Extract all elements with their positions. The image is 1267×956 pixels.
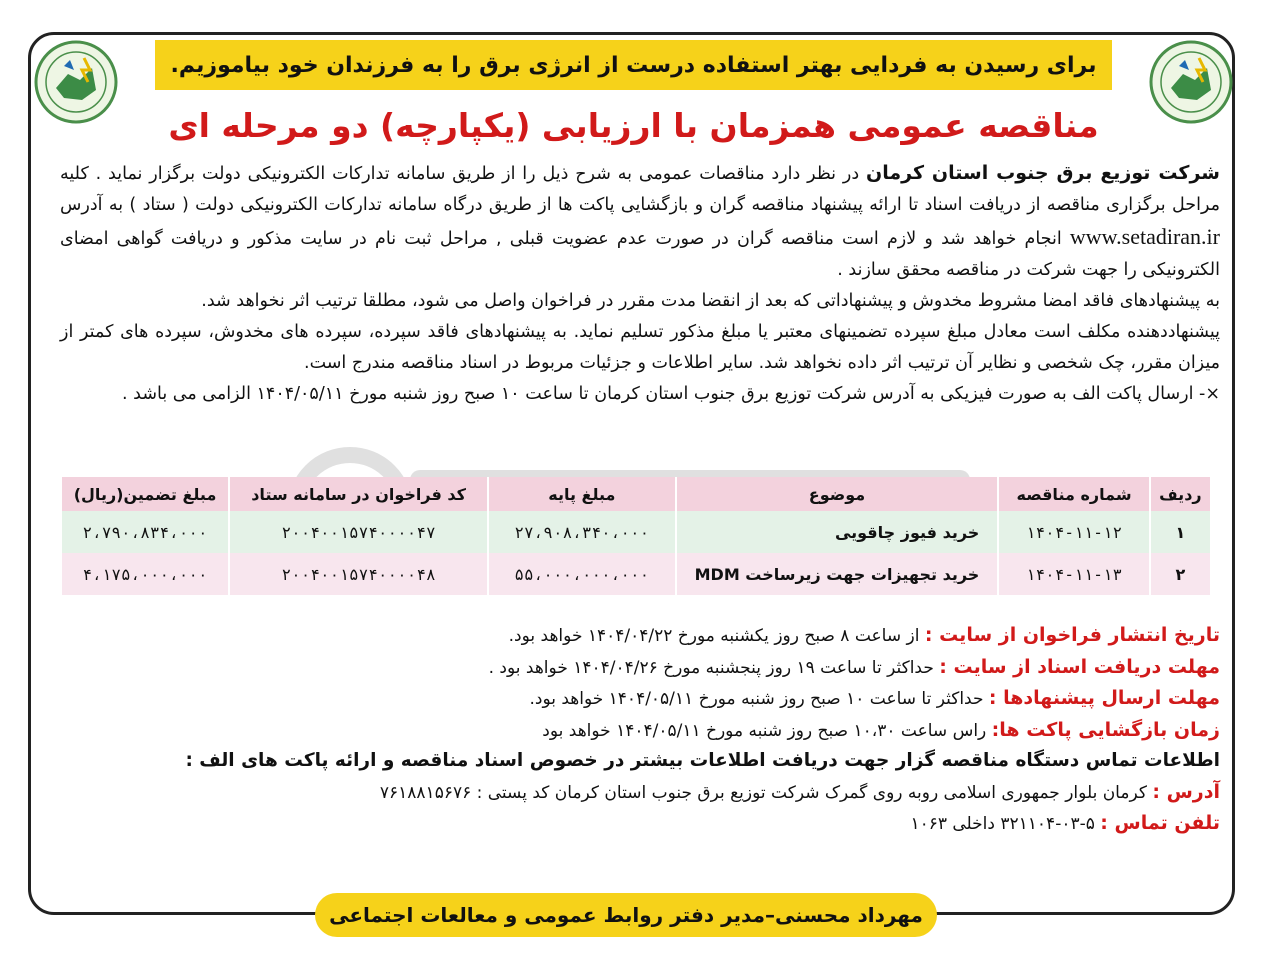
tender-table bbox=[60, 477, 1210, 595]
schedule-publish: تاریخ انتشار فراخوان از سایت : از ساعت ۸ صبح روز یکشنبه مورخ ۱۴۰۴/۰۴/۲۲ خواهد بود. bbox=[508, 624, 1220, 646]
phone-line: تلفن تماس : ۵-۰۳-۳۲۱۱۰۴ داخلی ۱۰۶۳ bbox=[910, 812, 1220, 834]
table-header-row bbox=[61, 477, 1210, 511]
company-name: شرکت توزیع برق جنوب استان کرمان bbox=[866, 162, 1220, 184]
page-title: مناقصه عمومی همزمان با ارزیابی (یکپارچه) دو مرحله ای bbox=[168, 106, 1099, 145]
intro-paragraph-1 bbox=[60, 158, 1220, 286]
row-number: ۱ bbox=[1150, 511, 1210, 553]
col-base-price-header: مبلغ پایه bbox=[488, 477, 676, 511]
schedule-doc-deadline: مهلت دریافت اسناد از سایت : حداکثر تا ساعت ۱۹ روز پنجشنبه مورخ ۱۴۰۴/۰۴/۲۶ خواهد بود . bbox=[488, 655, 1220, 678]
call-code: ۲۰۰۴۰۰۱۵۷۴۰۰۰۰۴۸ bbox=[229, 553, 488, 595]
tender-number: ۱۴۰۴-۱۱-۱۳ bbox=[998, 553, 1149, 595]
base-price: ۲۷،۹۰۸،۳۴۰،۰۰۰ bbox=[488, 511, 676, 553]
tender-number: ۱۴۰۴-۱۱-۱۲ bbox=[998, 511, 1149, 553]
table-row bbox=[61, 511, 1210, 553]
intro-paragraph-3: پیشنهاددهنده مکلف است معادل مبلغ سپرده تضمینهای معتبر یا مبلغ مذکور تسلیم نماید. به پیشنهادهای فاقد سپرده، سپرده های مخدوش، سپرده های کمتر از میزان مقرر، چک شخصی و نظایر آن ترتیب اثر داده نخواهد شد. سایر اطلاعات و جزئیات مربوط در اسناد مناقصه مندرج است. bbox=[60, 322, 1220, 373]
address-line: آدرس : کرمان بلوار جمهوری اسلامی روبه روی گمرک شرکت توزیع برق جنوب استان کرمان کد پستی : ۷۶۱۸۸۱۵۶۷۶ bbox=[379, 780, 1220, 803]
company-logo-left bbox=[34, 40, 118, 124]
schedule-bid-deadline: مهلت ارسال پیشنهادها : حداکثر تا ساعت ۱۰ صبح روز شنبه مورخ ۱۴۰۴/۰۵/۱۱ خواهد بود. bbox=[529, 687, 1220, 709]
top-banner: برای رسیدن به فردایی بهتر استفاده درست از انرژی برق را به فرزندان خود بیاموزیم. bbox=[155, 40, 1112, 90]
base-price: ۵۵،۰۰۰،۰۰۰،۰۰۰ bbox=[488, 553, 676, 595]
col-tender-number-header: شماره مناقصه bbox=[998, 477, 1149, 511]
intro-part-b: انجام خواهد شد و لازم است مناقصه گران در صورت عدم عضویت قبلی , مراحل ثبت نام در سایت مذکور و دریافت گواهی امضای الکترونیکی را جهت شرکت در مناقصه محقق سازند . bbox=[60, 229, 1220, 280]
schedule-opening: زمان بازگشایی پاکت ها: راس ساعت ۱۰،۳۰ صبح روز شنبه مورخ ۱۴۰۴/۰۵/۱۱ خواهد بود bbox=[542, 718, 1220, 741]
table-row bbox=[61, 553, 1210, 595]
col-subject-header: موضوع bbox=[676, 477, 999, 511]
row-number: ۲ bbox=[1150, 553, 1210, 595]
contact-heading: اطلاعات تماس دستگاه مناقصه گزار جهت دریافت اطلاعات بیشتر در خصوص اسناد مناقصه و ارائه پاکت های الف : bbox=[185, 750, 1220, 771]
col-guarantee-header: مبلغ تضمین(ریال) bbox=[61, 477, 229, 511]
call-code: ۲۰۰۴۰۰۱۵۷۴۰۰۰۰۴۷ bbox=[229, 511, 488, 553]
intro-paragraph-2: به پیشنهادهای فاقد امضا مشروط مخدوش و پیشنهاداتی که بعد از انقضا مدت مقرر در فراخوان واصل می شود، مطلقا ترتیب اثر نخواهد شد. bbox=[201, 291, 1220, 311]
company-logo-right bbox=[1149, 40, 1233, 124]
tender-subject: خرید تجهیزات جهت زیرساخت MDM bbox=[676, 553, 999, 595]
guarantee-amount: ۲،۷۹۰،۸۳۴،۰۰۰ bbox=[61, 511, 229, 553]
schedule-section bbox=[60, 620, 1220, 840]
footer-signature: مهرداد محسنی–مدیر دفتر روابط عمومی و معالعات اجتماعی bbox=[315, 893, 937, 937]
intro-part-a: در نظر دارد مناقصات عمومی به شرح ذیل را از طریق سامانه تدارکات الکترونیکی دولت برگزار نماید . کلیه مراحل برگزاری مناقصه از دریافت اسناد تا ارائه پیشنهاد مناقصه گران و بازگشایی پاکت ها از طریق درگاه سامانه تدارکات الکترونیکی دولت ( ستاد ) به آدرس bbox=[60, 164, 1220, 215]
col-call-code-header: کد فراخوان در سامانه ستاد bbox=[229, 477, 488, 511]
col-row-header: ردیف bbox=[1150, 477, 1210, 511]
intro-text bbox=[60, 158, 1220, 410]
intro-paragraph-4: ×- ارسال پاکت الف به صورت فیزیکی به آدرس شرکت توزیع برق جنوب استان کرمان تا ساعت ۱۰ صبح روز شنبه مورخ ۱۴۰۴/۰۵/۱۱ الزامی می باشد . bbox=[122, 384, 1220, 404]
setad-url[interactable]: www.setadiran.ir bbox=[1069, 224, 1220, 249]
tender-subject: خرید فیوز چاقویی bbox=[676, 511, 999, 553]
guarantee-amount: ۴،۱۷۵،۰۰۰،۰۰۰ bbox=[61, 553, 229, 595]
